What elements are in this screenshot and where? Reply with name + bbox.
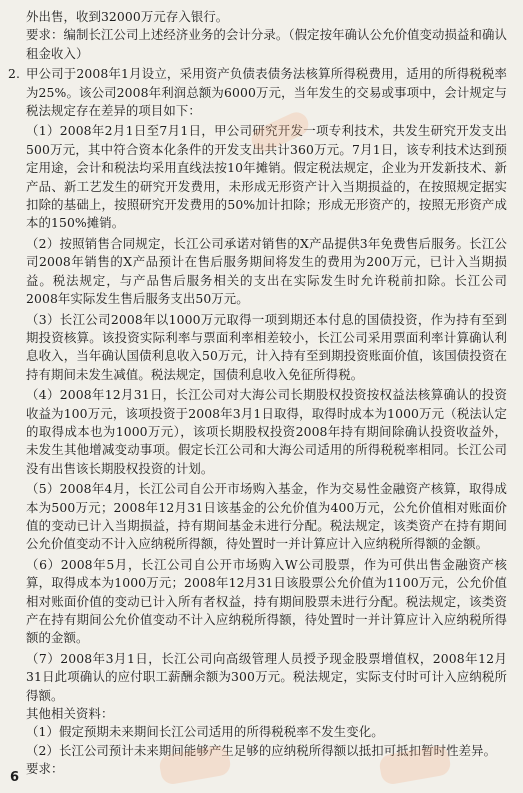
text-line: 要求：编制长江公司上述经济业务的会计分录。（假定按年确认公允价值变动损益和确认租金收入） <box>26 27 507 61</box>
other-info-title: 其他相关资料： <box>26 706 114 722</box>
problem-item: （5）2008年4月，长江公司自公开市场购入基金，作为交易性金融资产核算，取得成本为500万元；2008年12月31日该基金的公允价值为400万元，公允价值相对账面价值的变动已计入当期损益，持有期间基金未进行分配。税法规定，该类资产在持有期间公允价值变动不计入应纳税所得额，待处置时一并计算应计入应纳税所得额的金额。 <box>26 481 507 552</box>
text-line: 外出售，收到32000万元存入银行。 <box>26 9 229 24</box>
other-item: （2）长江公司预计未来期间能够产生足够的应纳税所得额以抵扣可抵扣暂时性差异。 <box>26 742 497 758</box>
problem-item: （6）2008年5月，长江公司自公开市场购入W公司股票，作为可供出售金融资产核算，取得成本为1000万元；2008年12月31日该股票公允价值为1100万元，公允价值相对账面价值的变动已计入所有者权益，持有期间股票未进行分配。税法规定，该类资产在持有期间公允价值变动不计入应纳税所得额，待处置时一并计算应计入应纳税所得额的金额。 <box>26 556 507 646</box>
requirement-label: 要求： <box>26 761 64 777</box>
problem-item: （4）2008年12月31日，长江公司对大海公司长期股权投资按权益法核算确认的投资收益为100万元，该项投资于2008年3月1日取得，取得时成本为1000万元（税法认定的取得成本也为1000万元），该项长期股权投资2008年持有期间除确认投资收益外，未发生其他增减变动事项。假定长江公司和大海公司适用的所得税税率相同。长江公司没有出售该长期股权投资的计划。 <box>26 387 507 476</box>
problem-item: （2）按照销售合同规定，长江公司承诺对销售的X产品提供3年免费售后服务。长江公司2008年销售的X产品预计在售后服务期间将发生的费用为200万元，已计入当期损益。税法规定，与产品售后服务相关的支出在实际发生时允许税前扣除。长江公司2008年实际发生售后服务支出50万元。 <box>26 235 507 307</box>
problem-block <box>8 65 507 778</box>
problem-number: 2. <box>8 66 21 82</box>
problem-item: （1）2008年2月1日至7月1日，甲公司研究开发一项专利技术，共发生研究开发支出500万元，其中符合资本化条件的开发支出共计360万元。7月1日，该专利技术达到预定用途，会计和税法均采用直线法按10年摊销。假定税法规定，企业为开发新技术、新产品、新工艺发生的研究开发费用，未形成无形资产计入当期损益的，在按照规定据实扣除的基础上，按照研究开发费用的50%加计扣除；形成无形资产的，按照无形资产成本的150%摊销。 <box>26 123 507 231</box>
problem-item: （3）长江公司2008年以1000万元取得一项到期还本付息的国债投资，作为持有至到期投资核算。该投资实际利率与票面利率相差较小，长江公司采用票面利率计算确认利息收入，当年确认国债利息收入50万元，计入持有至到期投资账面价值，该国债投资在持有期间未发生减值。税法规定，国债利息收入免征所得税。 <box>26 311 507 382</box>
problem-item: （7）2008年3月1日，长江公司向高级管理人员授予现金股票增值权，2008年12月31日此项确认的应付职工薪酬余额为300万元。税法规定，实际支付时可计入应纳税所得额。 <box>26 650 507 703</box>
problem-intro: 甲公司于2008年1月设立，采用资产负债表债务法核算所得税费用，适用的所得税税率为25%。该公司2008年利润总额为6000万元，当年发生的交易或事项中，会计规定与税法规定存在差异的项目如下： <box>26 66 507 119</box>
page-number: 6 <box>10 770 20 785</box>
other-item: （1）假定预期未来期间长江公司适用的所得税税率不发生变化。 <box>26 724 384 740</box>
